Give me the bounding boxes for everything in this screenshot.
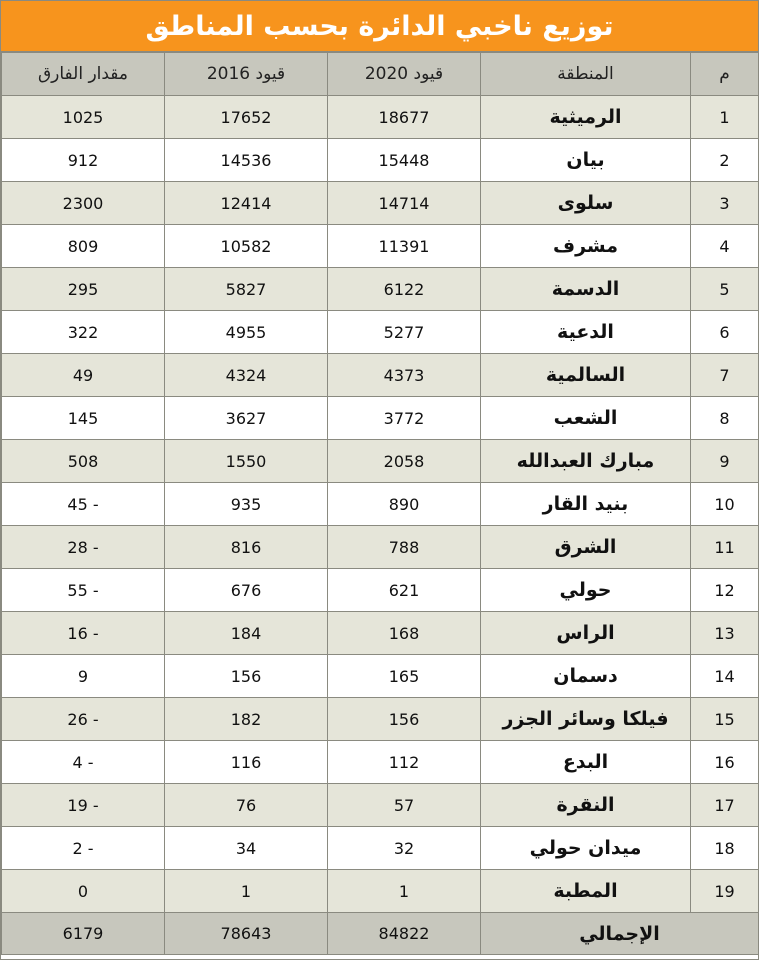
table-title: توزيع ناخبي الدائرة بحسب المناطق: [1, 1, 758, 52]
table-row: [2, 827, 759, 870]
cell-reg-2020: 165: [328, 655, 481, 698]
cell-region: دسمان: [481, 655, 691, 698]
total-row: [2, 913, 759, 955]
total-label: الإجمالي: [481, 913, 759, 955]
cell-difference: 508: [2, 440, 165, 483]
cell-reg-2020: 14714: [328, 182, 481, 225]
cell-index: 1: [691, 96, 759, 139]
cell-difference: 4 -: [2, 741, 165, 784]
cell-reg-2020: 788: [328, 526, 481, 569]
cell-reg-2020: 4373: [328, 354, 481, 397]
cell-reg-2020: 156: [328, 698, 481, 741]
cell-difference: 912: [2, 139, 165, 182]
cell-reg-2020: 15448: [328, 139, 481, 182]
cell-index: 5: [691, 268, 759, 311]
cell-difference: 2 -: [2, 827, 165, 870]
header-reg-2020: قيود 2020: [328, 53, 481, 96]
cell-index: 12: [691, 569, 759, 612]
table-row: [2, 870, 759, 913]
table-body: [2, 96, 759, 913]
cell-reg-2016: 5827: [165, 268, 328, 311]
cell-reg-2016: 4324: [165, 354, 328, 397]
cell-region: النقرة: [481, 784, 691, 827]
cell-difference: 322: [2, 311, 165, 354]
cell-index: 15: [691, 698, 759, 741]
table-row: [2, 784, 759, 827]
cell-reg-2016: 1550: [165, 440, 328, 483]
table-row: [2, 182, 759, 225]
cell-region: البدع: [481, 741, 691, 784]
cell-index: 19: [691, 870, 759, 913]
table-row: [2, 526, 759, 569]
cell-region: المطبة: [481, 870, 691, 913]
cell-region: السالمية: [481, 354, 691, 397]
cell-index: 14: [691, 655, 759, 698]
cell-region: الدعية: [481, 311, 691, 354]
cell-index: 17: [691, 784, 759, 827]
cell-region: ميدان حولي: [481, 827, 691, 870]
table-row: [2, 440, 759, 483]
cell-index: 7: [691, 354, 759, 397]
cell-index: 3: [691, 182, 759, 225]
table-row: [2, 268, 759, 311]
cell-difference: 49: [2, 354, 165, 397]
voter-distribution-table: [1, 52, 759, 955]
cell-region: بنيد القار: [481, 483, 691, 526]
cell-difference: 0: [2, 870, 165, 913]
cell-reg-2020: 168: [328, 612, 481, 655]
table-row: [2, 741, 759, 784]
cell-difference: 55 -: [2, 569, 165, 612]
cell-reg-2020: 6122: [328, 268, 481, 311]
table-header-row: [2, 53, 759, 96]
total-reg-2016: 78643: [165, 913, 328, 955]
cell-index: 13: [691, 612, 759, 655]
cell-reg-2016: 3627: [165, 397, 328, 440]
cell-difference: 145: [2, 397, 165, 440]
cell-difference: 9: [2, 655, 165, 698]
cell-difference: 19 -: [2, 784, 165, 827]
cell-reg-2016: 76: [165, 784, 328, 827]
cell-reg-2020: 57: [328, 784, 481, 827]
table-row: [2, 139, 759, 182]
cell-reg-2020: 1: [328, 870, 481, 913]
cell-reg-2016: 935: [165, 483, 328, 526]
cell-difference: 2300: [2, 182, 165, 225]
cell-region: فيلكا وسائر الجزر: [481, 698, 691, 741]
cell-reg-2016: 116: [165, 741, 328, 784]
cell-reg-2020: 18677: [328, 96, 481, 139]
cell-index: 18: [691, 827, 759, 870]
cell-index: 4: [691, 225, 759, 268]
cell-reg-2020: 621: [328, 569, 481, 612]
cell-reg-2020: 3772: [328, 397, 481, 440]
total-reg-2020: 84822: [328, 913, 481, 955]
cell-reg-2020: 5277: [328, 311, 481, 354]
cell-region: بيان: [481, 139, 691, 182]
cell-region: الراس: [481, 612, 691, 655]
cell-reg-2016: 1: [165, 870, 328, 913]
cell-reg-2016: 156: [165, 655, 328, 698]
table-row: [2, 612, 759, 655]
table-row: [2, 483, 759, 526]
cell-reg-2020: 890: [328, 483, 481, 526]
cell-reg-2016: 10582: [165, 225, 328, 268]
cell-region: الدسمة: [481, 268, 691, 311]
cell-index: 11: [691, 526, 759, 569]
header-index: م: [691, 53, 759, 96]
cell-difference: 16 -: [2, 612, 165, 655]
table-row: [2, 655, 759, 698]
cell-index: 6: [691, 311, 759, 354]
table-row: [2, 354, 759, 397]
table-row: [2, 96, 759, 139]
table-row: [2, 225, 759, 268]
cell-reg-2016: 14536: [165, 139, 328, 182]
cell-reg-2020: 11391: [328, 225, 481, 268]
cell-region: الرميثية: [481, 96, 691, 139]
table-row: [2, 311, 759, 354]
cell-reg-2016: 4955: [165, 311, 328, 354]
cell-reg-2020: 2058: [328, 440, 481, 483]
cell-region: سلوى: [481, 182, 691, 225]
cell-reg-2016: 17652: [165, 96, 328, 139]
cell-region: حولي: [481, 569, 691, 612]
cell-index: 9: [691, 440, 759, 483]
cell-reg-2016: 12414: [165, 182, 328, 225]
cell-index: 10: [691, 483, 759, 526]
table-row: [2, 569, 759, 612]
cell-reg-2016: 34: [165, 827, 328, 870]
cell-region: الشرق: [481, 526, 691, 569]
cell-reg-2020: 32: [328, 827, 481, 870]
table-row: [2, 698, 759, 741]
cell-reg-2016: 182: [165, 698, 328, 741]
cell-index: 16: [691, 741, 759, 784]
cell-difference: 28 -: [2, 526, 165, 569]
cell-index: 8: [691, 397, 759, 440]
cell-difference: 26 -: [2, 698, 165, 741]
cell-reg-2016: 676: [165, 569, 328, 612]
cell-difference: 809: [2, 225, 165, 268]
cell-region: مشرف: [481, 225, 691, 268]
header-region: المنطقة: [481, 53, 691, 96]
total-difference: 6179: [2, 913, 165, 955]
cell-difference: 1025: [2, 96, 165, 139]
cell-reg-2016: 816: [165, 526, 328, 569]
cell-region: مبارك العبدالله: [481, 440, 691, 483]
cell-difference: 295: [2, 268, 165, 311]
cell-reg-2020: 112: [328, 741, 481, 784]
cell-index: 2: [691, 139, 759, 182]
cell-difference: 45 -: [2, 483, 165, 526]
cell-reg-2016: 184: [165, 612, 328, 655]
header-difference: مقدار الفارق: [2, 53, 165, 96]
cell-region: الشعب: [481, 397, 691, 440]
table-row: [2, 397, 759, 440]
header-reg-2016: قيود 2016: [165, 53, 328, 96]
